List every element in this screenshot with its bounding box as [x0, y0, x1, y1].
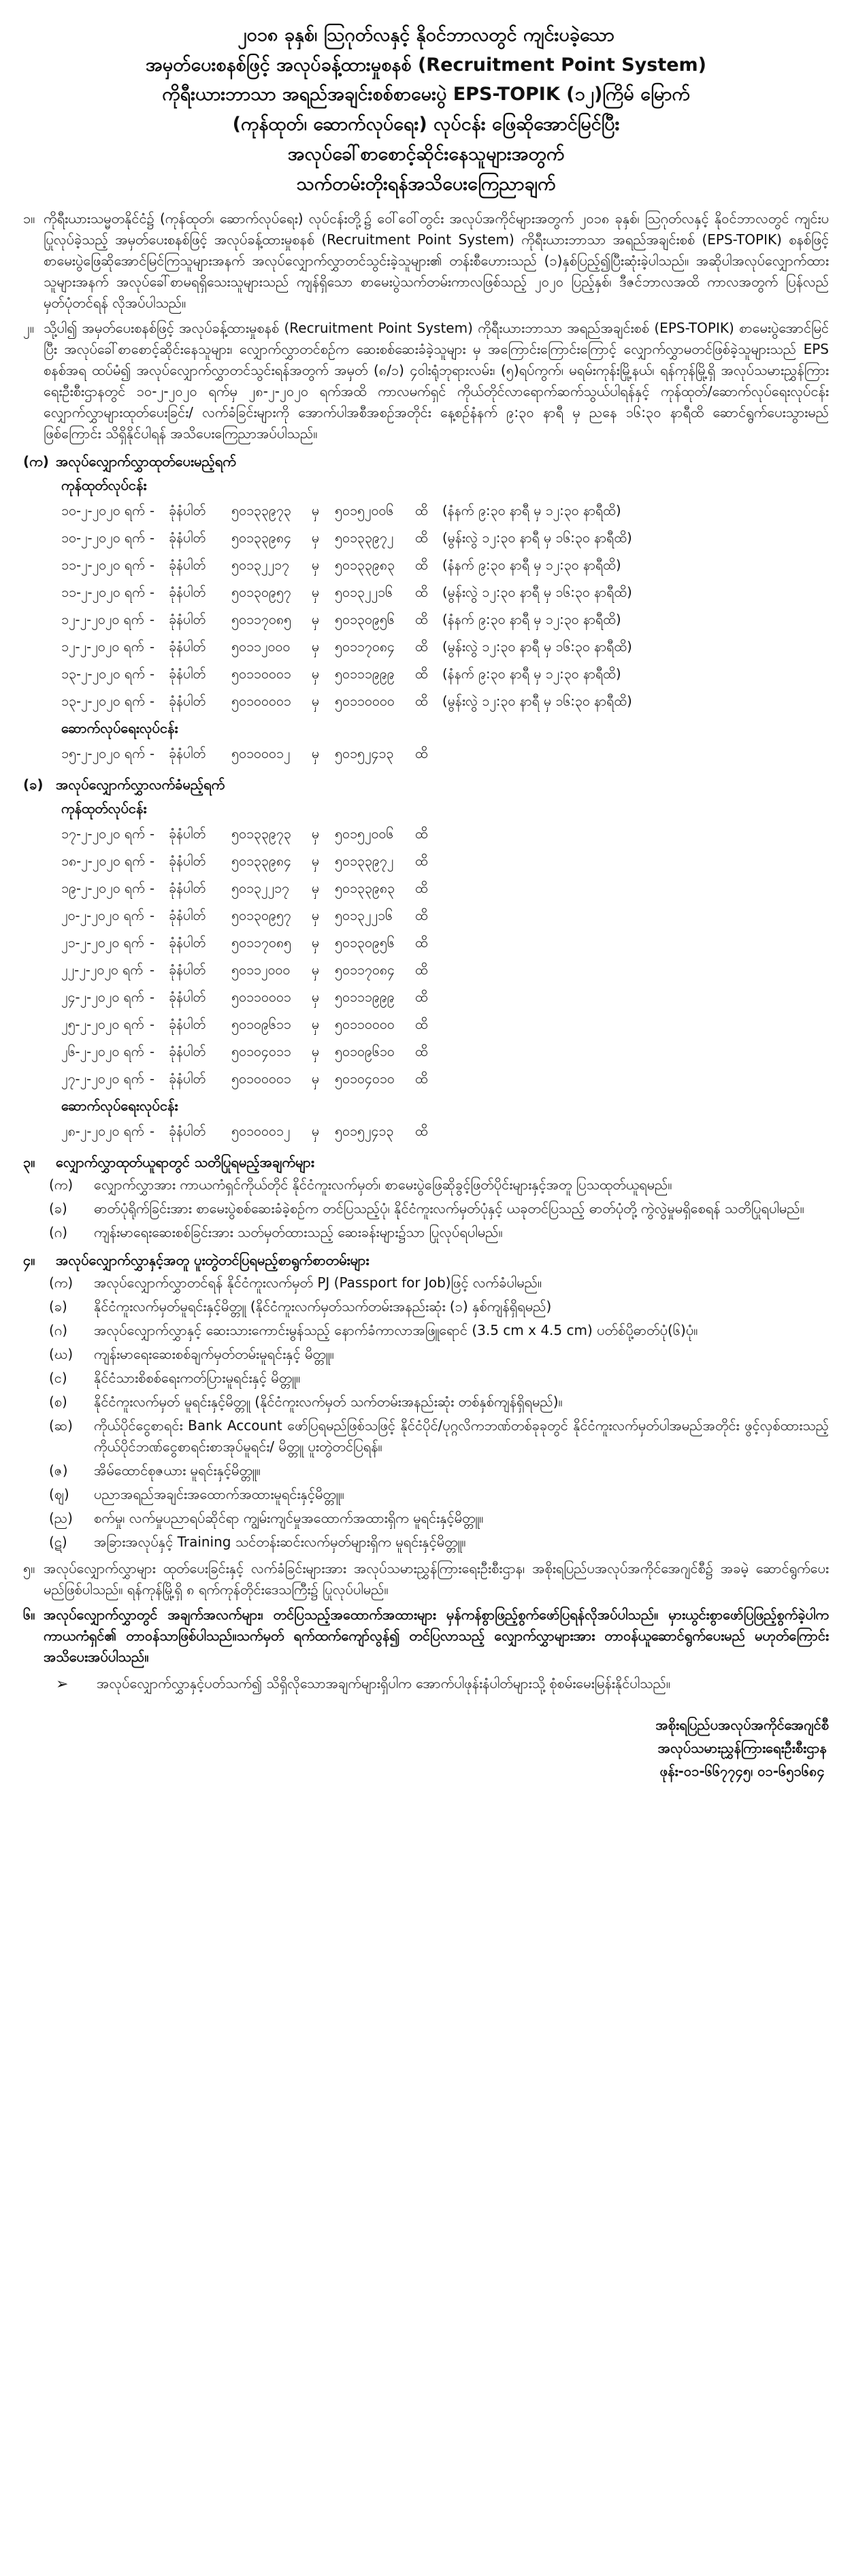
- schedule-row: [61, 1038, 829, 1066]
- schedule-dash: -: [150, 612, 155, 628]
- schedule-from-word: မှ: [312, 612, 320, 628]
- seat-number-to: ၅၀၁၁၀၀၀၀: [335, 1017, 395, 1033]
- paragraph-1: [23, 208, 829, 314]
- schedule-from-word: မှ: [312, 880, 320, 897]
- schedule-dash: -: [150, 503, 155, 519]
- schedule-date: ၂၆-၂-၂၀၂၀ ရက်: [61, 1044, 144, 1060]
- schedule-date: ၂၂-၂-၂၀၂၀ ရက်: [61, 962, 144, 978]
- schedule-time: (မွန်းလွဲ ၁၂:၃၀ နာရီ မှ ၁၆:၃၀ နာရီထိ): [442, 584, 632, 601]
- seat-number-from: ၅၀၁၁၀၀၀၁: [231, 989, 291, 1006]
- schedule-to-word: ထိ: [415, 530, 428, 546]
- schedule-group-heading: ဆောက်လုပ်ရေးလုပ်ငန်း: [61, 720, 178, 737]
- title-line: (ကုန်ထုတ်၊ ဆောက်လုပ်ရေး) လုပ်ငန်း ဖြေဆိုအောင်မြင်ပြီး: [232, 114, 620, 135]
- seat-number-from: ၅၀၁၀၉၆၁၁: [231, 1017, 291, 1033]
- seat-number-to: ၅၀၁၀၄၀၁၀: [335, 1071, 395, 1087]
- seat-number-to: ၅၀၁၁၇၀၈၄: [335, 962, 395, 978]
- seat-number-label: ခုံနံပါတ်: [169, 962, 206, 978]
- section-issue-dates-heading: [23, 451, 829, 472]
- list-item-label: (ဂ): [49, 1322, 68, 1339]
- schedule-from-word: မှ: [312, 853, 320, 870]
- schedule-dash: -: [150, 853, 155, 870]
- title-line: ကိုရီးယားဘာသာ အရည်အချင်းစစ်စာမေးပွဲ EPS-TOPIK (၁၂)ကြိမ် မြောက်: [162, 84, 690, 105]
- seat-number-from: ၅၀၁၃၂၂၁၇: [231, 557, 289, 574]
- paragraph-5: [23, 1558, 829, 1600]
- schedule-time: (နံနက် ၉:၃၀ နာရီ မှ ၁၂:၃၀ နာရီထိ): [442, 503, 621, 519]
- list-item-label: (ဃ): [49, 1346, 73, 1363]
- schedule-time: (မွန်းလွဲ ၁၂:၃၀ နာရီ မှ ၁၆:၃၀ နာရီထိ): [442, 530, 632, 546]
- schedule-row: [61, 1011, 829, 1038]
- schedule-row: [61, 688, 829, 715]
- schedule-to-word: ထိ: [415, 989, 428, 1006]
- seat-number-label: ခုံနံပါတ်: [169, 880, 206, 897]
- seat-number-label: ခုံနံပါတ်: [169, 639, 206, 655]
- seat-number-to: ၅၀၁၃၀၉၅၆: [335, 612, 395, 628]
- paragraph-number: ၂။: [23, 320, 34, 337]
- section-title: လျှောက်လွှာထုတ်ယူရာတွင် သတိပြုရမည့်အချက်များ: [56, 1154, 314, 1171]
- seat-number-label: ခုံနံပါတ်: [169, 1071, 206, 1087]
- seat-number-to: ၅၀၁၃၂၂၁၆: [335, 584, 393, 601]
- list-item: [49, 1222, 829, 1243]
- schedule-date: ၁၇-၂-၂၀၂၀ ရက်: [61, 826, 146, 842]
- arrow-icon: ➢: [56, 1676, 69, 1694]
- schedule-group-heading: ကုန်ထုတ်လုပ်ငန်း: [61, 477, 147, 494]
- schedule-to-word: ထိ: [415, 746, 428, 762]
- list-item-text: အခြားအလုပ်နှင့် Training သင်တန်းဆင်းလက်မှတ်များရှိက မူရင်းနှင့်မိတ္တူ။: [94, 1534, 466, 1551]
- schedule-from-word: မှ: [312, 746, 320, 762]
- schedule-to-word: ထိ: [415, 1123, 428, 1140]
- schedule-date: ၂၄-၂-၂၀၂၀ ရက်: [61, 989, 144, 1006]
- schedule-from-word: မှ: [312, 557, 320, 574]
- seat-number-label: ခုံနံပါတ်: [169, 557, 206, 574]
- seat-number-to: ၅၀၁၃၃၉၈၃: [335, 557, 395, 574]
- section-3-items: [23, 1174, 829, 1243]
- list-item: [49, 1460, 829, 1481]
- schedule-row: [61, 929, 829, 957]
- paragraph-number: ၆။: [23, 1606, 35, 1623]
- schedule-from-word: မှ: [312, 1123, 320, 1140]
- seat-number-from: ၅၀၁၁၇၀၈၅: [231, 612, 291, 628]
- section-4-items: [23, 1272, 829, 1553]
- schedule-date: ၁၀-၂-၂၀၂၀ ရက်: [61, 530, 146, 546]
- schedule-date: ၁၅-၂-၂၀၂၀ ရက်: [61, 746, 146, 762]
- list-item-text: နိုင်ငံကူးလက်မှတ် မူရင်းနှင့်မိတ္တူ (နိုင်ငံကူးလက်မှတ် သက်တမ်းအနည်းဆုံး တစ်နှစ်ကျန်ရှိရမည်)။: [94, 1393, 563, 1410]
- schedule-to-word: ထိ: [415, 584, 428, 601]
- schedule-row: [61, 579, 829, 606]
- seat-number-label: ခုံနံပါတ်: [169, 503, 206, 519]
- list-item-text: နိုင်ငံကူးလက်မှတ်မူရင်းနှင့်မိတ္တူ (နိုင်ငံကူးလက်မှတ်သက်တမ်းအနည်းဆုံး (၁) နှစ်ကျန်ရှိရမည်): [94, 1298, 552, 1315]
- schedule-dash: -: [150, 584, 155, 601]
- seat-number-from: ၅၀၁၁၂၀၀၀: [231, 639, 291, 655]
- schedule-row: [61, 633, 829, 661]
- schedule-time: (မွန်းလွဲ ၁၂:၃၀ နာရီ မှ ၁၆:၃၀ နာရီထိ): [442, 639, 632, 655]
- list-item-text: ပညာအရည်အချင်းအထောက်အထားမူရင်းနှင့်မိတ္တူ။: [94, 1486, 344, 1503]
- schedule-to-word: ထိ: [415, 639, 428, 655]
- signature-line: အစိုးရပြည်ပအလုပ်အကိုင်အေဂျင်စီ: [655, 1716, 829, 1733]
- schedule-to-word: ထိ: [415, 503, 428, 519]
- seat-number-from: ၅၀၁၀၄၀၁၁: [231, 1044, 291, 1060]
- receive-schedule: [23, 798, 829, 1145]
- seat-number-to: ၅၀၁၃၃၉၇၂: [335, 530, 394, 546]
- paragraph-number: ၁။: [23, 210, 35, 227]
- title-line: သက်တမ်းတိုးရန်အသိပေးကြေညာချက်: [296, 173, 556, 195]
- schedule-from-word: မှ: [312, 826, 320, 842]
- paragraph-6: [23, 1604, 829, 1668]
- schedule-row: [61, 740, 829, 767]
- schedule-date: ၁၀-၂-၂၀၂၀ ရက်: [61, 503, 146, 519]
- seat-number-to: ၅၀၁၀၉၆၁၀: [335, 1044, 395, 1060]
- title-line: အမှတ်ပေးစနစ်ဖြင့် အလုပ်ခန့်ထားမှုစနစ် (Recruitment Point System): [145, 54, 707, 76]
- schedule-dash: -: [150, 880, 155, 897]
- section-label: (ခ): [23, 776, 44, 793]
- section-receive-dates-heading: [23, 774, 829, 795]
- schedule-date: ၁၃-၂-၂၀၂၀ ရက်: [61, 666, 146, 682]
- seat-number-to: ၅၀၁၅၂၀၀၆: [335, 826, 394, 842]
- schedule-row: [61, 1118, 829, 1145]
- seat-number-from: ၅၀၁၁၀၀၀၁: [231, 666, 291, 682]
- schedule-from-word: မှ: [312, 530, 320, 546]
- seat-number-to: ၅၀၁၁၁၉၉၉: [335, 989, 395, 1006]
- schedule-dash: -: [150, 746, 155, 762]
- list-item: [49, 1296, 829, 1317]
- paragraph-text: သို့ပါ၍ အမှတ်ပေးစနစ်ဖြင့် အလုပ်ခန့်ထားမှုစနစ် (Recruitment Point System) ကိုရီးယားဘာသာ အရည်အချင်းစစ် (EPS-TOPIK) စာမေးပွဲအောင်မြင်ပြီး အလုပ်ခေါ်စာစောင့်ဆိုင်းနေသူများ၊ လျှောက်လွှာတင်စဉ်က ဆေးစစ်ဆေးခံခဲ့သူများ မှ အကြောင်းကြောင်းကြောင့် လျှောက်လွှာမတင်ဖြစ်ခဲ့သူများသည် EPS စနစ်အရ ထပ်မံ၍ အလုပ်လျှောက်လွှာတင်သွင်းရန်အတွက် အမှတ် (၈/၁) ၄ဝါးရုံဘုရားလမ်း၊ (၅)ရပ်ကွက်၊ မရမ်းကုန်းမြို့နယ်၊ ရန်ကုန်မြို့ရှိ အလုပ်သမားညွှန်ကြားရေးဦးစီးဌာနတွင် ၁၀-၂-၂၀၂၀ ရက်မှ ၂၈-၂-၂၀၂၀ ရက်အထိ ကာလမက်ရှင် ကိုယ်တိုင်လာရောက်ဆက်သွယ်ပါရန်နှင့် ကုန်ထုတ်/ဆောက်လုပ်ရေးလုပ်ငန်း လျှောက်လွှာများထုတ်ပေးခြင်း/ လက်ခံခြင်းများကို အောက်ပါအစီအစဉ်အတိုင်း နေ့စဉ်နံနက် ၉:၃၀ နာရီ မှ ညနေ ၁၆:၃၀ နာရီထိ ဆောင်ရွက်ပေးသွားမည်ဖြစ်ကြောင်း သိရှိနိုင်ပါရန် အသိပေးကြေညာအပ်ပါသည်။: [44, 320, 830, 442]
- list-item: [49, 1320, 829, 1341]
- seat-number-from: ၅၀၁၁၂၀၀၀: [231, 962, 291, 978]
- list-item: [49, 1391, 829, 1413]
- list-item: [49, 1272, 829, 1293]
- schedule-row: [61, 848, 829, 875]
- list-item-text: စက်မှု၊ လက်မှုပညာရပ်ဆိုင်ရာ ကျွမ်းကျင်မှုအထောက်အထားရှိက မူရင်းနှင့်မိတ္တူ။: [94, 1510, 484, 1527]
- seat-number-from: ၅၀၁၁၇၀၈၅: [231, 935, 291, 951]
- schedule-dash: -: [150, 557, 155, 574]
- seat-number-label: ခုံနံပါတ်: [169, 826, 206, 842]
- title-line: အလုပ်ခေါ်စာစောင့်ဆိုင်းနေသူများအတွက်: [287, 143, 565, 165]
- list-item-text: ကိုယ်ပိုင်ငွေစာရင်း Bank Account ဖော်ပြရမည်ဖြစ်သဖြင့် နိုင်ငံပိုင်/ပုဂ္ဂလိကဘဏ်တစ်ခုခုတွင် နိုင်ငံကူးလက်မှတ်ပါအမည်အတိုင်း ဖွင့်လှစ်ထားသည့် ကိုယ်ပိုင်ဘဏ်ငွေစာရင်းစာအုပ်မူရင်း/ မိတ္တူ ပူးတွဲတင်ပြရန်။: [94, 1417, 829, 1455]
- seat-number-label: ခုံနံပါတ်: [169, 693, 206, 710]
- seat-number-to: ၅၀၁၁၀၀၀၀: [335, 693, 395, 710]
- paragraph-text: အလုပ်လျှောက်လွှာတွင် အချက်အလက်များ၊ တင်ပြသည့်အထောက်အထားများ မှန်ကန်စွာဖြည့်စွက်ဖော်ပြရန်လိုအပ်ပါသည်။ မှားယွင်းစွာဖော်ပြဖြည့်စွက်ခဲ့ပါက ကာယကံရှင်၏ တာဝန်သာဖြစ်ပါသည်။သက်မှတ် ရက်ထက်ကျော်လွန်၍ တင်ပြလာသည့် လျှောက်လွှာများအား တာဝန်ယူဆောင်ရွက်ပေးမည် မဟုတ်ကြောင်း အသိပေးအပ်ပါသည်။: [44, 1606, 829, 1666]
- schedule-dash: -: [150, 693, 155, 710]
- seat-number-label: ခုံနံပါတ်: [169, 612, 206, 628]
- signature-line: အလုပ်သမားညွှန်ကြားရေးဦးစီးဌာန: [657, 1739, 827, 1756]
- section-4-heading: [23, 1250, 829, 1271]
- seat-number-to: ၅၀၁၅၂၄၁၃: [335, 1123, 394, 1140]
- seat-number-label: ခုံနံပါတ်: [169, 1017, 206, 1033]
- schedule-to-word: ထိ: [415, 1044, 428, 1060]
- schedule-from-word: မှ: [312, 1044, 320, 1060]
- seat-number-to: ၅၀၁၃၀၉၅၆: [335, 935, 395, 951]
- section-title: အလုပ်လျှောက်လွှာထုတ်ပေးမည့်ရက်: [56, 453, 236, 470]
- section-number: ၄။: [23, 1252, 35, 1269]
- schedule-date: ၁၈-၂-၂၀၂၀ ရက်: [61, 853, 146, 870]
- paragraph-text: အလုပ်လျှောက်လွှာများ ထုတ်ပေးခြင်းနှင့် လက်ခံခြင်းများအား အလုပ်သမားညွှန်ကြားရေးဦးစီးဌာန၊ အစိုးရပြည်ပအလုပ်အကိုင်အေဂျင်စီ၌ အခမဲ့ ဆောင်ရွက်ပေးမည်ဖြစ်ပါသည်။ ရန်ကုန်မြို့ရှိ ၈ ရက်ကုန်တိုင်းဒေသကြီး၌ ပြုလုပ်ပါမည်။: [44, 1560, 829, 1598]
- schedule-group-heading: ဆောက်လုပ်ရေးလုပ်ငန်း: [61, 1097, 178, 1114]
- schedule-dash: -: [150, 666, 155, 682]
- schedule-to-word: ထိ: [415, 612, 428, 628]
- list-item-text: နိုင်ငံသားစိစစ်ရေးကတ်ပြားမူရင်းနှင့် မိတ္တူ။: [94, 1370, 301, 1387]
- schedule-row: [61, 552, 829, 579]
- section-title: အလုပ်လျှောက်လွှာနှင့်အတူ ပူးတွဲတင်ပြရမည့်စာရွက်စာတမ်းများ: [56, 1252, 370, 1269]
- schedule-dash: -: [150, 639, 155, 655]
- seat-number-label: ခုံနံပါတ်: [169, 1123, 206, 1140]
- seat-number-from: ၅၀၁၃၀၉၅၇: [231, 584, 291, 601]
- seat-number-to: ၅၀၁၃၃၉၇၂: [335, 853, 394, 870]
- seat-number-from: ၅၀၁၀၀၀၀၁: [231, 693, 291, 710]
- seat-number-from: ၅၀၁၃၀၉၅၇: [231, 908, 291, 924]
- schedule-group-heading: ကုန်ထုတ်လုပ်ငန်း: [61, 800, 147, 817]
- schedule-time: (နံနက် ၉:၃၀ နာရီ မှ ၁၂:၃၀ နာရီထိ): [442, 666, 621, 682]
- schedule-date: ၁၂-၂-၂၀၂၀ ရက်: [61, 612, 144, 628]
- list-item-label: (ည): [49, 1510, 73, 1527]
- schedule-from-word: မှ: [312, 503, 320, 519]
- list-item: [49, 1532, 829, 1553]
- seat-number-label: ခုံနံပါတ်: [169, 530, 206, 546]
- paragraph-2: [23, 318, 829, 444]
- schedule-from-word: မှ: [312, 989, 320, 1006]
- schedule-from-word: မှ: [312, 639, 320, 655]
- schedule-from-word: မှ: [312, 962, 320, 978]
- list-item-label: (ဇ): [49, 1462, 68, 1479]
- schedule-from-word: မှ: [312, 1017, 320, 1033]
- schedule-dash: -: [150, 530, 155, 546]
- schedule-date: ၂၇-၂-၂၀၂၀ ရက်: [61, 1071, 144, 1087]
- schedule-time: (မွန်းလွဲ ၁၂:၃၀ နာရီ မှ ၁၆:၃၀ နာရီထိ): [442, 693, 632, 710]
- schedule-date: ၁၃-၂-၂၀၂၀ ရက်: [61, 693, 146, 710]
- seat-number-label: ခုံနံပါတ်: [169, 1044, 206, 1060]
- schedule-dash: -: [150, 1044, 155, 1060]
- schedule-to-word: ထိ: [415, 1071, 428, 1087]
- seat-number-label: ခုံနံပါတ်: [169, 666, 206, 682]
- list-item-label: (ဋ): [49, 1534, 67, 1551]
- list-item-label: (စ): [49, 1393, 67, 1410]
- schedule-from-word: မှ: [312, 584, 320, 601]
- schedule-row: [61, 1066, 829, 1093]
- seat-number-label: ခုံနံပါတ်: [169, 584, 206, 601]
- schedule-to-word: ထိ: [415, 693, 428, 710]
- seat-number-from: ၅၀၁၀၀၀၁၂: [231, 746, 291, 762]
- schedule-dash: -: [150, 935, 155, 951]
- schedule-date: ၁၁-၂-၂၀၂၀ ရက်: [61, 584, 146, 601]
- schedule-dash: -: [150, 989, 155, 1006]
- list-item-text: အလုပ်လျှောက်လွှာတင်ရန် နိုင်ငံကူးလက်မှတ် PJ (Passport for Job)ဖြင့် လက်ခံပါမည်။: [94, 1274, 542, 1291]
- schedule-date: ၁၁-၂-၂၀၂၀ ရက်: [61, 557, 146, 574]
- list-item-text: ကျန်းမာရေးဆေးစစ်ချက်မှတ်တမ်းမူရင်းနှင့် မိတ္တူ။: [94, 1346, 334, 1363]
- schedule-row: [61, 902, 829, 929]
- signature-line: ဖုန်း-၀၁-၆၆၇၇၄၅၊ ၀၁-၆၅၁၆၈၄: [659, 1762, 825, 1779]
- seat-number-from: ၅၀၁၃၃၉၇၃: [231, 503, 291, 519]
- seat-number-from: ၅၀၁၃၃၉၇၃: [231, 826, 291, 842]
- schedule-dash: -: [150, 1123, 155, 1140]
- seat-number-label: ခုံနံပါတ်: [169, 989, 206, 1006]
- seat-number-to: ၅၀၁၁၁၉၉၉: [335, 666, 395, 682]
- seat-number-label: ခုံနံပါတ်: [169, 853, 206, 870]
- seat-number-from: ၅၀၁၃၃၉၈၄: [231, 853, 291, 870]
- notice-page: [23, 20, 829, 1783]
- schedule-from-word: မှ: [312, 908, 320, 924]
- schedule-row: [61, 606, 829, 633]
- schedule-to-word: ထိ: [415, 880, 428, 897]
- seat-number-from: ၅၀၁၃၃၉၈၄: [231, 530, 291, 546]
- schedule-to-word: ထိ: [415, 826, 428, 842]
- schedule-date: ၂၈-၂-၂၀၂၀ ရက်: [61, 1123, 144, 1140]
- list-item: [49, 1415, 829, 1457]
- schedule-row: [61, 661, 829, 688]
- schedule-row: [61, 984, 829, 1011]
- list-item-text: အိမ်ထောင်စုဇယား မူရင်းနှင့်မိတ္တူ။: [94, 1462, 261, 1479]
- list-item-label: (ခ): [49, 1200, 67, 1217]
- contact-note: [56, 1673, 829, 1696]
- list-item: [49, 1198, 829, 1219]
- list-item-label: (ဈ): [49, 1486, 69, 1503]
- schedule-from-word: မှ: [312, 693, 320, 710]
- seat-number-to: ၅၀၁၁၇၀၈၄: [335, 639, 395, 655]
- schedule-dash: -: [150, 1017, 155, 1033]
- list-item-label: (င): [49, 1370, 67, 1387]
- signature-block: [655, 1713, 829, 1783]
- list-item-text: ကျန်းမာရေးဆေးစစ်ခြင်းအား သတ်မှတ်ထားသည့် ဆေးခန်းများ၌သာ ပြုလုပ်ရပါမည်။: [94, 1224, 503, 1241]
- title-line: ၂၀၁၈ ခုနှစ်၊ ဩဂုတ်လနှင့် နိုဝင်ဘာလတွင် ကျင်းပခဲ့သော: [237, 24, 615, 46]
- schedule-row: [61, 525, 829, 552]
- list-item-label: (က): [49, 1274, 73, 1291]
- list-item-text: ဓာတ်ပုံရိုက်ခြင်းအား စာမေးပွဲစစ်ဆေးခံခဲ့စဉ်က တင်ပြသည့်ပုံ၊ နိုင်ငံကူးလက်မှတ်ပုံနှင့် ယခုတင်ပြသည့် ဓာတ်ပုံတို့ ကွဲလွဲမှုမရှိစေရန် သတိပြုရပါမည်။: [94, 1200, 804, 1217]
- seat-number-to: ၅၀၁၅၂၄၁၃: [335, 746, 394, 762]
- issue-schedule: [23, 475, 829, 767]
- seat-number-label: ခုံနံပါတ်: [169, 908, 206, 924]
- schedule-from-word: မှ: [312, 1071, 320, 1087]
- schedule-row: [61, 821, 829, 848]
- paragraph-text: ကိုရီးယားသမ္မတနိုင်ငံ၌ (ကုန်ထုတ်၊ ဆောက်လုပ်ရေး) လုပ်ငန်းတို့၌ ဝေါ်ဝေါ်တွင်း အလုပ်အကိုင်များအတွက် ၂၀၁၈ ခုနှစ်၊ ဩဂုတ်လနှင့် နိုဝင်ဘာလတွင် ကျင်းပပြုလုပ်ခဲ့သည့် အမှတ်ပေးစနစ်ဖြင့် အလုပ်ခန့်ထားမှုစနစ် (Recruitment Point System) ကိုရီးယားဘာသာ အရည်အချင်းစစ် (EPS-TOPIK) စနစ်ဖြင့် စာမေးပွဲဖြေဆိုအောင်မြင်ကြသူများအနက် အလုပ်လျှောက်လွှာတင်သွင်းခဲ့သူများ၏ တန်းစီဟေားသည် (၁)နှစ်ပြည့်၍ပြီးဆုံးခဲ့ပါသည်။ အဆိုပါအလုပ်လျှောက်ထားသူများအနက် အလုပ်ခေါ်စာမရရှိသေးသူများသည် ကျန်ရှိသော စာမေးပွဲသက်တမ်းကာလဖြစ်သည့် ၂၀၂၀ ပြည့်နှစ်၊ ဒီဇင်ဘာလအထိ ကာလအတွက် ပြန်လည်မှတ်ပုံတင်ရန် လိုအပ်ပါသည်။: [44, 210, 830, 312]
- schedule-row: [61, 875, 829, 902]
- schedule-date: ၁၂-၂-၂၀၂၀ ရက်: [61, 639, 144, 655]
- list-item: [49, 1368, 829, 1389]
- seat-number-to: ၅၀၁၃၂၂၁၆: [335, 908, 393, 924]
- list-item-label: (က): [49, 1176, 73, 1193]
- section-3-heading: [23, 1152, 829, 1173]
- schedule-dash: -: [150, 908, 155, 924]
- section-title: အလုပ်လျှောက်လွှာလက်ခံမည့်ရက်: [56, 776, 225, 793]
- schedule-row: [61, 497, 829, 525]
- section-number: ၃။: [23, 1154, 35, 1171]
- list-item: [49, 1344, 829, 1365]
- seat-number-to: ၅၀၁၅၂၀၀၆: [335, 503, 394, 519]
- schedule-from-word: မှ: [312, 935, 320, 951]
- schedule-to-word: ထိ: [415, 908, 428, 924]
- note-text: အလုပ်လျှောက်လွှာနှင့်ပတ်သက်၍ သိရှိလိုသောအချက်များရှိပါက အောက်ပါဖုန်းနံပါတ်များသို့ စုံစမ်းမေးမြန်းနိုင်ပါသည်။: [97, 1675, 670, 1692]
- schedule-time: (နံနက် ၉:၃၀ နာရီ မှ ၁၂:၃၀ နာရီထိ): [442, 612, 621, 628]
- schedule-to-word: ထိ: [415, 853, 428, 870]
- section-label: (က): [23, 453, 49, 470]
- paragraph-number: ၅။: [23, 1560, 35, 1577]
- schedule-to-word: ထိ: [415, 962, 428, 978]
- list-item-text: အလုပ်လျှောက်လွှာနှင့် ဆေးသားကောင်းမွန်သည့် နောက်ခံကာလာအဖြူရောင် (3.5 cm x 4.5 cm) ပတ်စ်ပို့ဓာတ်ပုံ(၆)ပုံ။: [94, 1322, 698, 1339]
- list-item-label: (ဆ): [49, 1417, 73, 1434]
- seat-number-from: ၅၀၁၃၂၂၁၇: [231, 880, 289, 897]
- schedule-to-word: ထိ: [415, 935, 428, 951]
- schedule-dash: -: [150, 962, 155, 978]
- schedule-to-word: ထိ: [415, 666, 428, 682]
- schedule-dash: -: [150, 1071, 155, 1087]
- schedule-date: ၁၉-၂-၂၀၂၀ ရက်: [61, 880, 146, 897]
- schedule-to-word: ထိ: [415, 1017, 428, 1033]
- schedule-to-word: ထိ: [415, 557, 428, 574]
- schedule-date: ၂၁-၂-၂၀၂၀ ရက်: [61, 935, 144, 951]
- seat-number-label: ခုံနံပါတ်: [169, 746, 206, 762]
- seat-number-to: ၅၀၁၃၃၉၈၃: [335, 880, 395, 897]
- list-item: [49, 1484, 829, 1505]
- schedule-row: [61, 957, 829, 984]
- schedule-dash: -: [150, 826, 155, 842]
- notice-title: [23, 20, 829, 199]
- seat-number-from: ၅၀၁၀၀၀၁၂: [231, 1123, 291, 1140]
- seat-number-label: ခုံနံပါတ်: [169, 935, 206, 951]
- list-item-label: (ခ): [49, 1298, 67, 1315]
- schedule-date: ၂၅-၂-၂၀၂၀ ရက်: [61, 1017, 144, 1033]
- schedule-from-word: မှ: [312, 666, 320, 682]
- schedule-time: (နံနက် ၉:၃၀ နာရီ မှ ၁၂:၃၀ နာရီထိ): [442, 557, 621, 574]
- schedule-date: ၂၀-၂-၂၀၂၀ ရက်: [61, 908, 144, 924]
- list-item-label: (ဂ): [49, 1224, 68, 1241]
- list-item: [49, 1174, 829, 1195]
- seat-number-from: ၅၀၁၀၀၀၀၁: [231, 1071, 291, 1087]
- list-item-text: လျှောက်လွှာအား ကာယကံရှင်ကိုယ်တိုင် နိုင်ငံကူးလက်မှတ်၊ စာမေးပွဲဖြေဆိုခွင့်ဖြတ်ပိုင်းများနှင့်အတူ ပြသထုတ်ယူရမည်။: [94, 1176, 672, 1193]
- list-item: [49, 1508, 829, 1529]
